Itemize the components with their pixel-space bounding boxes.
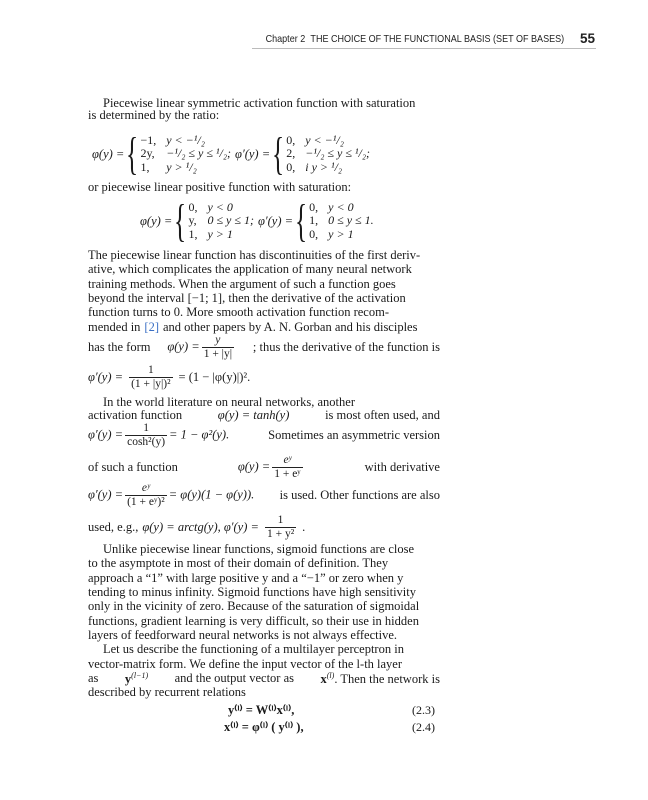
- text-line: [88, 481, 440, 508]
- case-cond: y > 1: [328, 226, 354, 241]
- page-number: 55: [580, 31, 596, 46]
- text: is most often used, and: [325, 408, 440, 422]
- fraction: [202, 334, 234, 361]
- case-value: 0,: [286, 132, 296, 147]
- text: approach a “1” with large positive y and a “−1” or zero when y: [88, 571, 404, 585]
- text: used, e.g.,: [88, 520, 139, 534]
- numerator: y: [215, 333, 221, 346]
- denominator: 1 + y²: [266, 527, 295, 540]
- equation-number: (2.4): [412, 720, 435, 734]
- math: φ′(y) =: [88, 486, 124, 501]
- case-value: 1,: [140, 159, 150, 174]
- text-line: [88, 304, 440, 320]
- text-line: [88, 333, 440, 360]
- chapter-title: THE CHOICE OF THE FUNCTIONAL BASIS (SET OF BASES): [310, 33, 564, 45]
- text-line: [103, 641, 440, 657]
- text: . Then the network is: [334, 672, 440, 687]
- math: φ′(y) =: [88, 370, 124, 384]
- case-cond: 0 ≤ y ≤ 1;: [207, 213, 254, 228]
- math: φ′(y) =: [88, 426, 124, 441]
- text: or piecewise linear positive function with saturation:: [88, 180, 352, 194]
- case-value: 0,: [188, 199, 198, 214]
- brace: {: [272, 128, 285, 179]
- text: Piecewise linear symmetric activation function with saturation: [103, 96, 416, 110]
- math: (l): [326, 671, 335, 681]
- numerator: eʸ: [283, 453, 292, 466]
- denominator: (1 + eʸ)²: [127, 495, 165, 508]
- equation-piecewise-symmetric: [92, 128, 371, 179]
- text-line: [88, 598, 440, 614]
- text: Let us describe the functioning of a multilayer perceptron in: [103, 642, 404, 656]
- math: φ(y) = arctg(y), φ′(y) =: [142, 520, 259, 534]
- text: only in the vicinity of zero. Because of the saturation of sigmoidal: [88, 599, 420, 613]
- text: and the output vector as: [174, 671, 295, 685]
- text: functions, gradient learning is very difficult, so their use in hidden: [88, 614, 419, 628]
- running-header: [265, 33, 564, 45]
- text-line: [88, 107, 440, 123]
- eq-lhs: φ(y) =: [140, 213, 173, 228]
- header-rule: [252, 48, 596, 49]
- text: In the world literature on neural networks, another: [103, 395, 355, 409]
- math: φ(y) =: [167, 338, 200, 353]
- math: φ(y) =: [237, 458, 271, 473]
- text-line: [88, 684, 440, 700]
- text: vector-matrix form. We define the input vector of the l-th layer: [88, 657, 403, 671]
- case-value: 0,: [286, 159, 296, 174]
- case-cond: y > 1: [207, 226, 233, 241]
- brace: {: [126, 128, 139, 179]
- fraction: [125, 422, 167, 449]
- text: ; thus the derivative of the function is: [252, 340, 440, 354]
- case-value: 2,: [286, 146, 296, 161]
- text-line: [88, 453, 440, 480]
- equation-2-4: x⁽ˡ⁾ = φ⁽ˡ⁾ ( y⁽ˡ⁾ ),: [224, 720, 304, 734]
- case-value: 2y,: [140, 146, 155, 161]
- equation-2-3: y⁽ˡ⁾ = W⁽ˡ⁾x⁽ˡ⁾,: [228, 703, 295, 717]
- text: mended in: [88, 320, 141, 334]
- equation-number: (2.3): [412, 703, 435, 717]
- math: = (1 − |φ(y)|)².: [178, 370, 251, 384]
- text: .: [302, 520, 306, 534]
- text: Unlike piecewise linear functions, sigmoid functions are close: [103, 542, 415, 556]
- fraction: [272, 454, 303, 481]
- text-line: [88, 261, 440, 277]
- text: ative, which complicates the application of many neural network: [88, 262, 412, 276]
- text-line: [88, 319, 440, 335]
- math: = 1 − φ²(y).: [169, 426, 230, 441]
- cases: [140, 134, 231, 175]
- cases: [286, 134, 370, 175]
- case-cond: y < 0: [328, 199, 354, 214]
- citation-link[interactable]: [2]: [144, 320, 159, 334]
- text: is used. Other functions are also: [279, 488, 440, 502]
- numerator: 1: [277, 513, 284, 526]
- fraction: [125, 482, 167, 509]
- case-cond: y < 0: [207, 199, 233, 214]
- math: y: [124, 672, 132, 687]
- text-line: [88, 179, 440, 195]
- numerator: eʸ: [141, 481, 150, 494]
- case-cond: 0 ≤ y ≤ 1.: [328, 213, 374, 228]
- text-line: [88, 513, 440, 540]
- case-value: 1,: [309, 213, 319, 228]
- text: training methods. When the argument of such a function goes: [88, 277, 396, 291]
- cases: [188, 201, 254, 242]
- case-cond: y > ¹/₂: [166, 159, 197, 174]
- math: (l−1): [131, 671, 149, 681]
- denominator: (1 + |y|)²: [131, 377, 171, 390]
- case-value: y,: [188, 213, 197, 228]
- numerator: 1: [143, 421, 149, 434]
- denominator: 1 + |y|: [203, 347, 233, 360]
- case-value: 1,: [188, 226, 198, 241]
- case-cond: y < −¹/₂: [166, 132, 205, 147]
- case-cond: i y > ¹/₂: [305, 159, 343, 174]
- cases: [309, 201, 374, 242]
- text: The piecewise linear function has discontinuities of the first deriv-: [88, 248, 421, 262]
- eq-lhs: φ(y) =: [92, 146, 125, 161]
- math: = φ(y)(1 − φ(y)).: [168, 486, 255, 501]
- chapter-label: Chapter 2: [265, 33, 306, 45]
- text: Sometimes an asymmetric version: [268, 428, 440, 442]
- case-value: 0,: [309, 199, 319, 214]
- case-value: −1,: [140, 132, 157, 147]
- brace: {: [295, 195, 308, 246]
- math: x: [320, 672, 327, 687]
- case-cond: −¹/₂ ≤ y ≤ ¹/₂;: [166, 146, 232, 161]
- text: with derivative: [364, 460, 440, 474]
- equation-piecewise-positive: [140, 195, 374, 246]
- text: layers of feedforward neural networks is not always effective.: [88, 628, 398, 642]
- text: activation function: [88, 408, 183, 422]
- text: beyond the interval [−1; 1], then the derivative of the activation: [88, 291, 406, 305]
- eq-lhs: φ′(y) =: [235, 146, 271, 161]
- text: as: [88, 671, 99, 685]
- text-line: [88, 555, 440, 571]
- text: and other papers by A. N. Gorban and his disciples: [163, 320, 418, 334]
- eq-lhs: φ′(y) =: [257, 213, 294, 228]
- case-value: 0,: [309, 226, 319, 241]
- fraction: [265, 514, 296, 541]
- case-cond: y < −¹/₂: [305, 132, 344, 147]
- text: has the form: [88, 340, 151, 354]
- text: is determined by the ratio:: [88, 108, 220, 122]
- text: described by recurrent relations: [88, 685, 246, 699]
- text: to the asymptote in most of their domain of definition. They: [88, 556, 389, 570]
- case-cond: −¹/₂ ≤ y ≤ ¹/₂;: [305, 146, 371, 161]
- brace: {: [174, 195, 187, 246]
- text: tending to minus infinity. Sigmoid functions have high sensitivity: [88, 585, 416, 599]
- denominator: 1 + eʸ: [274, 467, 301, 480]
- math: φ(y) = tanh(y): [217, 408, 290, 422]
- fraction: [129, 364, 172, 391]
- text: of such a function: [88, 460, 178, 474]
- text: function turns to 0. More smooth activation function recom-: [88, 305, 389, 319]
- numerator: 1: [147, 363, 154, 376]
- text-line: [88, 421, 440, 448]
- text-line: [88, 363, 440, 390]
- denominator: cosh²(y): [127, 435, 166, 448]
